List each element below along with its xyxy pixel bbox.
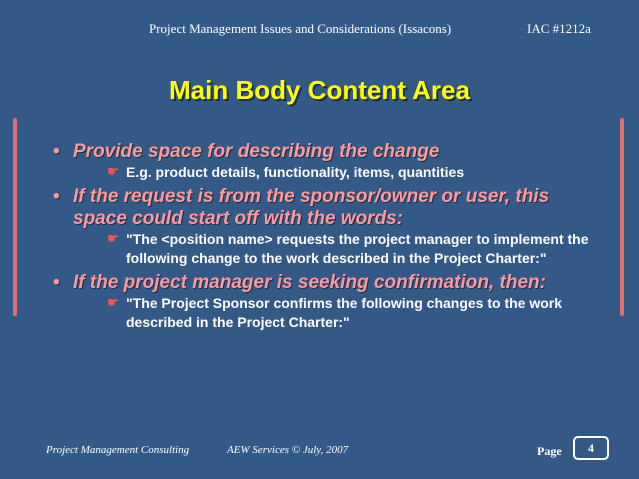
bullet-item bbox=[53, 186, 593, 230]
sub-bullet-text: "The <position name> requests the project manager to implement the following change to the work described in the Project Charter:" bbox=[126, 231, 589, 266]
sub-bullet-item bbox=[107, 294, 606, 332]
pointing-hand-icon: ☛ bbox=[107, 231, 120, 247]
footer-company: Project Management Consulting bbox=[46, 444, 190, 456]
sub-bullet-item bbox=[107, 230, 606, 268]
sub-bullet-item bbox=[107, 163, 606, 182]
sub-bullet-text: E.g. product details, functionality, items, quantities bbox=[126, 164, 465, 180]
round-bullet-icon: • bbox=[53, 186, 60, 207]
header-code: IAC #1212a bbox=[527, 21, 591, 36]
sub-bullet-text: "The Project Sponsor confirms the following changes to the work described in the Project Charter:" bbox=[126, 295, 563, 330]
pointing-hand-icon: ☛ bbox=[107, 295, 120, 311]
content-area bbox=[0, 141, 639, 336]
footer-copyright: AEW Services © July, 2007 bbox=[227, 444, 349, 456]
bullet-item bbox=[53, 141, 593, 163]
page-number-box: 4 bbox=[573, 436, 609, 460]
round-bullet-icon: • bbox=[53, 272, 60, 293]
slide-footer bbox=[0, 443, 639, 463]
bullet-text: Provide space for describing the change bbox=[73, 141, 440, 162]
slide-header bbox=[0, 21, 639, 41]
slide-title: Main Body Content Area bbox=[169, 75, 470, 105]
header-title: Project Management Issues and Considerations (Issacons) bbox=[149, 21, 452, 36]
round-bullet-icon: • bbox=[53, 141, 60, 162]
bullet-text: If the request is from the sponsor/owner or user, this space could start off with the words: bbox=[73, 186, 550, 229]
pointing-hand-icon: ☛ bbox=[107, 164, 120, 180]
bullet-item bbox=[53, 272, 593, 294]
page-label: Page bbox=[537, 444, 562, 458]
bullet-text: If the project manager is seeking confirmation, then: bbox=[73, 272, 546, 293]
